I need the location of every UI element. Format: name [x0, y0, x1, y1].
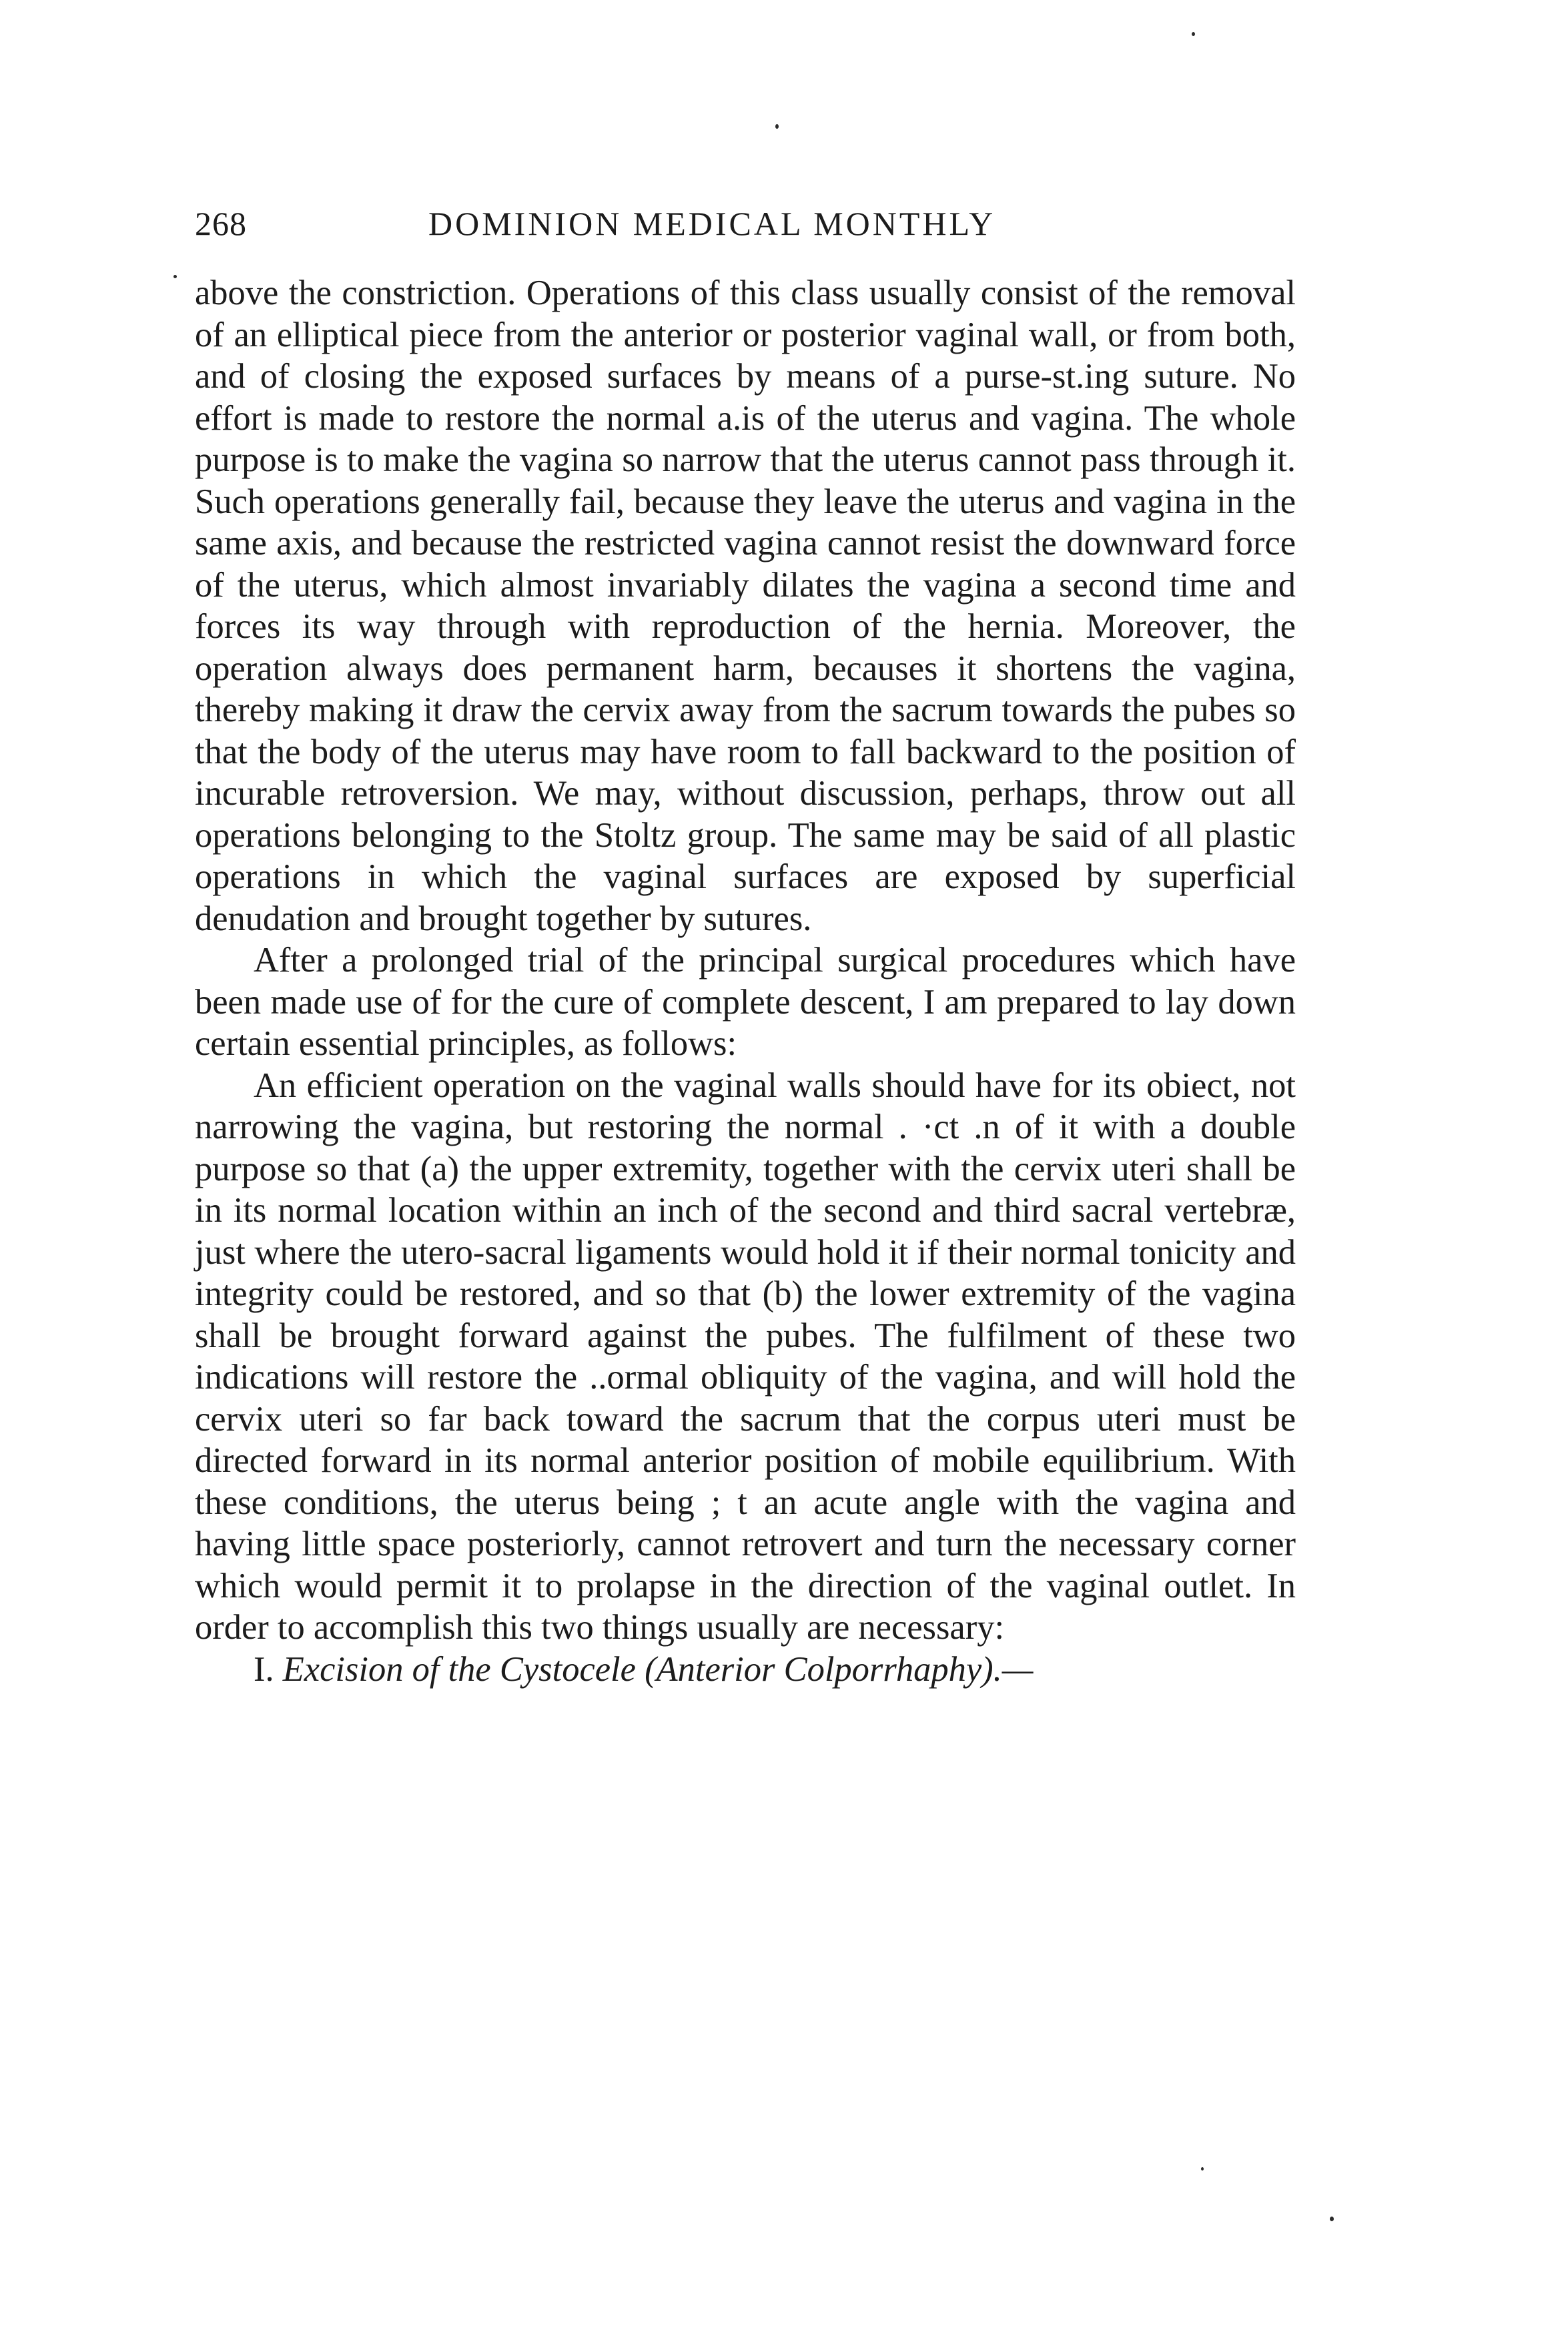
page-header [195, 200, 1296, 247]
running-head: DOMINION MEDICAL MONTHLY [428, 205, 996, 242]
scan-speck [1330, 2217, 1334, 2221]
page-number: 268 [195, 205, 247, 242]
scan-speck [1192, 32, 1195, 36]
section-number: I. [254, 1649, 274, 1689]
paragraph-efficient-operation: An efficient operation on the vaginal walls should have for its obiect, not narrowing the vagina, but restoring the normal . ·ct .n of it with a double purpose so that (a) the upper extremity, together with the cervix uteri shall be in its normal location within an inch of the second and third sacral vertebræ, just where the utero-sacral ligaments would hold it if their normal tonicity and integrity could be restored, and so that (b) the lower extremity of the vagina shall be brought forward against the pubes. The fulfilment of these two indications will restore the ..ormal obliquity of the vagina, and will hold the cervix uteri so far back toward the sacrum that the corpus uteri must be directed forward in its normal anterior position of mobile equilibrium. With these conditions, the uterus being ; t an acute angle with the vagina and having little space posteriorly, cannot retrovert and turn the necessary corner which would permit it to prolapse in the direction of the vaginal outlet. In order to accomplish this two things usually are necessary: [195, 1066, 1296, 1647]
paragraph-principles-intro: After a prolonged trial of the principal surgical procedures which have been made use of for the cure of complete descent, I am prepared to lay down certain essential principles, as follows: [195, 941, 1296, 1063]
article-body [195, 272, 1296, 1690]
section-title: Excision of the Cystocele (Anterior Colporrhaphy).— [282, 1649, 1034, 1689]
paragraph-continuation: above the constriction. Operations of this class usually consist of the removal of an elliptical piece from the anterior or posterior vaginal wall, or from both, and of closing the exposed surfaces by means of a purse-st.ing suture. No effort is made to restore the normal a.is of the uterus and vagina. The whole purpose is to make the vagina so narrow that the uterus cannot pass through it. Such operations generally fail, because they leave the uterus and vagina in the same axis, and because the restricted vagina cannot resist the downward force of the uterus, which almost invariably dilates the vagina a second time and forces its way through with reproduction of the hernia. Moreover, the operation always does permanent harm, becauses it shortens the vagina, thereby making it draw the cervix away from the sacrum towards the pubes so that the body of the uterus may have room to fall backward to the position of incurable retroversion. We may, without discussion, perhaps, throw out all operations belonging to the Stoltz group. The same may be said of all plastic operations in which the vaginal surfaces are exposed by superficial denudation and brought together by sutures. [195, 274, 1296, 938]
scan-speck [775, 124, 779, 129]
scan-speck [173, 275, 177, 278]
scan-speck [1201, 2167, 1204, 2171]
section-heading [195, 1649, 1296, 1691]
